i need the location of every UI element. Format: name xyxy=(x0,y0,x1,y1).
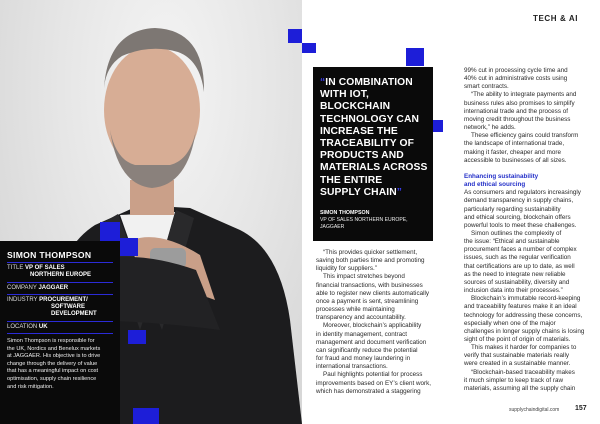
text-line: procurement faces a number of complex xyxy=(464,246,577,254)
text-line: financial transactions, with businesses xyxy=(316,281,423,289)
section-tag: TECH & AI xyxy=(533,14,579,23)
text-line: the issue: “Ethical and sustainable xyxy=(464,238,560,246)
profile-bio xyxy=(7,338,115,391)
text-line: demand transparency in supply chains, xyxy=(464,197,574,205)
text-line: able to register new clients automatically xyxy=(316,289,430,297)
profile-industry-row-2 xyxy=(51,304,85,311)
quote-line: MATERIALS ACROSS xyxy=(320,162,428,174)
profile-name: SIMON THOMPSON xyxy=(7,250,92,260)
text-line: moving credit throughout the business xyxy=(464,115,571,123)
title-key: TITLE xyxy=(7,265,26,271)
text-line: business rules also promises to simplify xyxy=(464,99,575,107)
text-line: technology for addressing these concerns, xyxy=(464,311,583,319)
text-line: This impact stretches beyond xyxy=(323,273,405,281)
text-line: Paul highlights potential for process xyxy=(323,371,423,379)
text-line: 99% cut in processing cycle time and xyxy=(464,67,568,74)
profile-location-row xyxy=(7,324,48,331)
text-line: processes while maintaining xyxy=(316,306,395,314)
text-line: once a payment is sent, streamlining xyxy=(316,297,419,305)
text-line: Moreover, blockchain’s applicability xyxy=(323,322,422,330)
accent-block xyxy=(302,43,316,53)
text-line: for fraud and money laundering in xyxy=(316,355,411,363)
industry-value-2: SOFTWARE xyxy=(51,304,85,310)
divider xyxy=(7,333,113,334)
text-line: verify that sustainable materials really xyxy=(464,352,569,360)
quote-line: THE ENTIRE xyxy=(320,174,383,186)
bio-line: and risk mitigation. xyxy=(7,383,54,390)
profile-title-row xyxy=(7,265,65,272)
accent-block xyxy=(406,48,424,66)
divider xyxy=(7,294,113,295)
title-value-2: NORTHERN EUROPE xyxy=(30,272,92,278)
quote-line: TECHNOLOGY CAN xyxy=(320,113,420,125)
text-line: making it faster, cheaper and more xyxy=(464,148,561,156)
text-line: Simon outlines the complexity of xyxy=(471,229,562,237)
text-line: sight of the point of origin of materials. xyxy=(464,336,571,343)
subheading-2: and ethical sourcing xyxy=(464,181,526,189)
accent-block xyxy=(133,408,159,424)
text-line: 40% cut in administrative costs using xyxy=(464,75,568,83)
text-line: that certifications are up to date, as well xyxy=(464,262,575,270)
pull-quote xyxy=(313,67,433,241)
industry-value: PROCUREMENT/ xyxy=(39,297,88,303)
quote-line: WITH IOT, xyxy=(320,89,369,101)
text-line: and traceability features make it an ideal xyxy=(464,303,577,311)
text-line: sources of sustainability, diversity and xyxy=(464,278,570,286)
open-quote-mark: “ xyxy=(320,77,326,88)
accent-block xyxy=(120,238,138,256)
text-line: international transactions. xyxy=(316,363,388,371)
text-line: can significantly reduce the potential xyxy=(316,346,418,354)
text-line: challenges in longer supply chains is losing xyxy=(464,327,585,335)
pull-quote-text xyxy=(320,77,432,199)
text-line: These efficiency gains could transform xyxy=(471,132,579,140)
company-key: COMPANY xyxy=(7,285,39,291)
text-line: This makes it harder for companies to xyxy=(471,344,577,352)
text-line: particularly regarding sustainability xyxy=(464,205,561,213)
text-line: it much simpler to keep track of raw xyxy=(464,376,564,384)
text-line: network,” he adds. xyxy=(464,124,516,132)
quote-attribution-name: SIMON THOMPSON xyxy=(320,210,370,216)
divider xyxy=(7,282,113,283)
subheading: Enhancing sustainability xyxy=(464,172,539,180)
quote-line: IN COMBINATION xyxy=(325,77,413,88)
text-line: “This provides quicker settlement, xyxy=(323,249,418,256)
quote-line: SUPPLY CHAIN xyxy=(320,186,397,198)
article-column-right xyxy=(464,67,592,393)
location-key: LOCATION xyxy=(7,324,39,330)
location-value: UK xyxy=(38,324,48,330)
page-number: 157 xyxy=(575,405,587,412)
profile-industry-row xyxy=(7,297,88,304)
title-value: VP OF SALES xyxy=(25,265,65,271)
text-line: were created in a sustainable manner. xyxy=(464,360,571,368)
accent-block xyxy=(128,330,146,344)
quote-line: INCREASE THE xyxy=(320,125,398,137)
text-line: improvements based on EY’s client work, xyxy=(316,379,432,387)
text-line: “The ability to integrate payments and xyxy=(471,91,577,99)
text-line: international trade and the process of xyxy=(464,107,568,115)
close-quote-mark: ” xyxy=(396,186,402,198)
quote-attribution-role: VP OF SALES NORTHERN EUROPE, JAGGAER xyxy=(320,217,408,230)
text-line: Blockchain’s immutable record-keeping xyxy=(471,295,581,303)
bio-line: change through the delivery of value xyxy=(7,360,98,367)
quote-line: TRACEABILITY OF xyxy=(320,138,414,150)
bio-line: that has a meaningful impact on cost xyxy=(7,368,99,375)
text-line: and ethical sourcing, blockchain offers xyxy=(464,213,571,221)
text-line: which has demonstrated a staggering xyxy=(316,387,421,395)
text-line: inclusion data into their processes.” xyxy=(464,287,563,295)
text-line: management and document verification xyxy=(316,338,427,346)
company-value: JAGGAER xyxy=(38,285,69,291)
divider xyxy=(7,262,113,263)
bio-line: Simon Thompson is responsible for xyxy=(7,338,95,344)
footer-url: supplychaindigital.com xyxy=(509,407,560,413)
profile-industry-row-3 xyxy=(51,311,97,318)
bio-line: at JAGGAER. His objective is to drive xyxy=(7,353,101,360)
bio-line: the UK, Nordics and Benelux markets xyxy=(7,345,101,352)
bio-line: optimisation, supply chain resilience xyxy=(7,375,97,382)
text-line: saving both parties time and promoting xyxy=(316,257,425,265)
text-line: especially when one of the major xyxy=(464,319,556,327)
profile-company-row xyxy=(7,285,68,292)
quote-line: PRODUCTS AND xyxy=(320,150,404,162)
quote-line: BLOCKCHAIN xyxy=(320,101,391,113)
industry-key: INDUSTRY xyxy=(7,297,40,303)
text-line: transparency and accountability. xyxy=(316,314,406,322)
text-line: accessible to businesses of all sizes. xyxy=(464,156,567,164)
text-line: powerful tools to meet these challenges. xyxy=(464,221,577,229)
article-column-middle xyxy=(316,249,456,396)
accent-block xyxy=(100,222,120,241)
text-line: As consumers and regulators increasingly xyxy=(464,189,581,197)
text-line: materials, assuming all the supply chain xyxy=(464,384,576,392)
text-line: “Blockchain-based traceability makes xyxy=(471,368,575,376)
text-line: as the need to integrate new reliable xyxy=(464,270,566,278)
text-line: in identity management, contract xyxy=(316,330,408,338)
text-line: issues, such as the regular verification xyxy=(464,254,571,262)
industry-value-3: DEVELOPMENT xyxy=(51,311,97,317)
text-line: the landscape of international trade, xyxy=(464,140,565,148)
profile-title-row-2 xyxy=(30,272,91,279)
text-line: smart contracts. xyxy=(464,83,509,91)
accent-block xyxy=(433,120,443,132)
accent-block xyxy=(288,29,302,43)
text-line: liquidity for suppliers.” xyxy=(316,265,377,273)
divider xyxy=(7,321,113,322)
profile-box xyxy=(0,241,120,424)
